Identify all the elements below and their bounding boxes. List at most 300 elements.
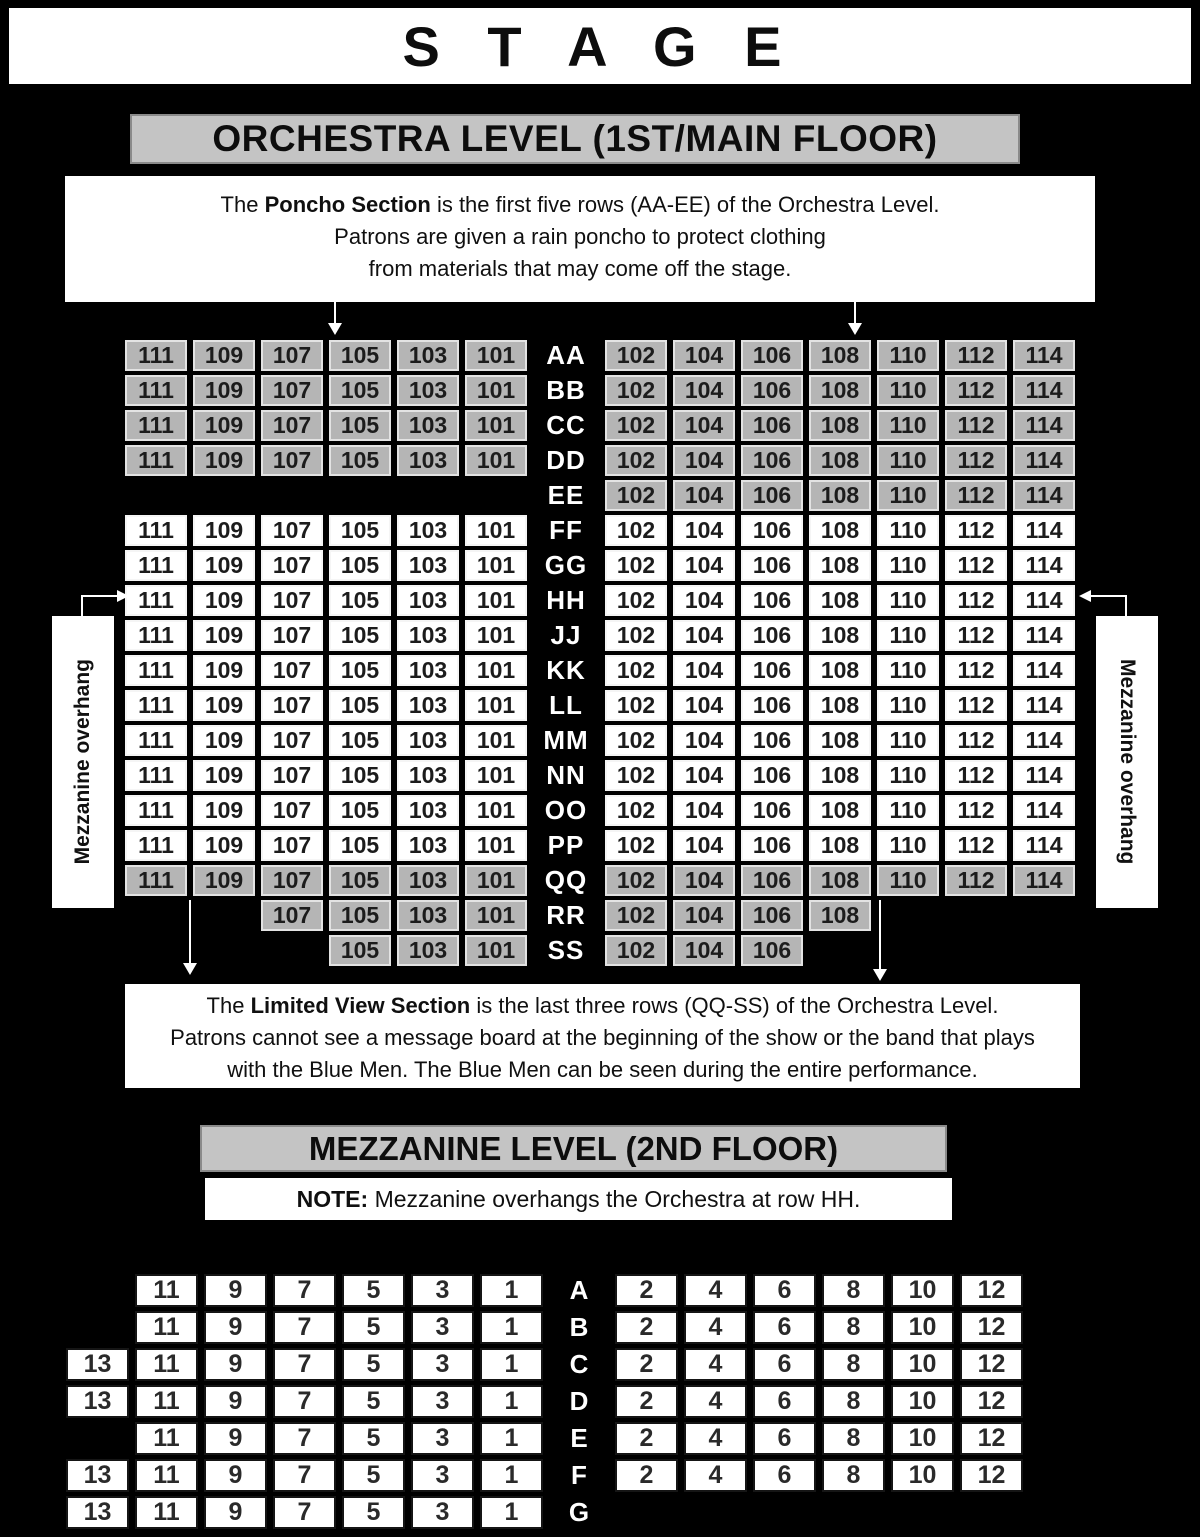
seat-SS-104: 104 [673, 935, 735, 966]
seat-E-5: 5 [342, 1422, 405, 1455]
seat-B-5: 5 [342, 1311, 405, 1344]
seat-NN-110: 110 [877, 760, 939, 791]
seat-CC-114: 114 [1013, 410, 1075, 441]
row-G-left-block [63, 1496, 546, 1529]
seat-FF-105: 105 [329, 515, 391, 546]
seat-HH-106: 106 [741, 585, 803, 616]
seat-FF-102: 102 [605, 515, 667, 546]
row-AA-left-block [122, 340, 530, 371]
overhang-arrow-right-icon [1091, 595, 1127, 597]
row-GG-right-block [602, 550, 1078, 581]
seat-DD-109: 109 [193, 445, 255, 476]
seat-OO-110: 110 [877, 795, 939, 826]
seat-GG-107: 107 [261, 550, 323, 581]
row-label-KK: KK [546, 655, 586, 685]
seat-E-12: 12 [960, 1422, 1023, 1455]
limited-note-line1: The Limited View Section is the last three rows (QQ-SS) of the Orchestra Level. [206, 993, 999, 1018]
row-CC-right-block [602, 410, 1078, 441]
seat-CC-112: 112 [945, 410, 1007, 441]
seat-QQ-112: 112 [945, 865, 1007, 896]
seat-RR-105: 105 [329, 900, 391, 931]
seat-KK-104: 104 [673, 655, 735, 686]
seat-RR-104: 104 [673, 900, 735, 931]
seat-B-9: 9 [204, 1311, 267, 1344]
seat-C-10: 10 [891, 1348, 954, 1381]
row-DD-right-block [602, 445, 1078, 476]
seating-row-CC [0, 408, 1200, 443]
seat-G-5: 5 [342, 1496, 405, 1529]
seat-JJ-102: 102 [605, 620, 667, 651]
seat-RR-102: 102 [605, 900, 667, 931]
seat-DD-114: 114 [1013, 445, 1075, 476]
seat-GG-106: 106 [741, 550, 803, 581]
seat-LL-111: 111 [125, 690, 187, 721]
seat-OO-105: 105 [329, 795, 391, 826]
seat-B-6: 6 [753, 1311, 816, 1344]
seat-D-1: 1 [480, 1385, 543, 1418]
row-label-RR: RR [546, 900, 586, 930]
seat-BB-111: 111 [125, 375, 187, 406]
mezzanine-header-label: MEZZANINE LEVEL (2ND FLOOR) [308, 1129, 839, 1167]
seat-C-9: 9 [204, 1348, 267, 1381]
row-label-CC: CC [546, 410, 586, 440]
row-label-LL: LL [549, 690, 583, 720]
seat-LL-104: 104 [673, 690, 735, 721]
seat-OO-108: 108 [809, 795, 871, 826]
seat-EE-102: 102 [605, 480, 667, 511]
row-JJ-left-block [122, 620, 530, 651]
seat-EE-106: 106 [741, 480, 803, 511]
seat-E-3: 3 [411, 1422, 474, 1455]
seat-CC-111: 111 [125, 410, 187, 441]
poncho-note-line2: Patrons are given a rain poncho to protect clothing [334, 224, 826, 249]
seating-row-LL [0, 688, 1200, 723]
seat-HH-108: 108 [809, 585, 871, 616]
seat-D-7: 7 [273, 1385, 336, 1418]
seat-A-3: 3 [411, 1274, 474, 1307]
row-label-G: G [568, 1497, 590, 1527]
poncho-note-line3: from materials that may come off the stage. [368, 256, 792, 281]
row-label-SS: SS [547, 935, 585, 965]
seat-A-11: 11 [135, 1274, 198, 1307]
seat-C-7: 7 [273, 1348, 336, 1381]
overhang-arrow-left-icon [81, 596, 83, 618]
seat-KK-105: 105 [329, 655, 391, 686]
seat-E-1: 1 [480, 1422, 543, 1455]
row-label-JJ: JJ [550, 620, 582, 650]
seat-DD-108: 108 [809, 445, 871, 476]
seat-KK-111: 111 [125, 655, 187, 686]
seating-row-JJ [0, 618, 1200, 653]
row-B-left-block [63, 1311, 546, 1344]
seat-QQ-103: 103 [397, 865, 459, 896]
mezzanine-note-text: NOTE: Mezzanine overhangs the Orchestra at row HH. [296, 1185, 861, 1212]
seat-B-11: 11 [135, 1311, 198, 1344]
limited-view-note [125, 984, 1080, 1088]
seat-LL-102: 102 [605, 690, 667, 721]
seat-A-10: 10 [891, 1274, 954, 1307]
seat-C-4: 4 [684, 1348, 747, 1381]
seat-A-4: 4 [684, 1274, 747, 1307]
seat-D-12: 12 [960, 1385, 1023, 1418]
seat-NN-107: 107 [261, 760, 323, 791]
seat-GG-112: 112 [945, 550, 1007, 581]
seat-QQ-102: 102 [605, 865, 667, 896]
seat-DD-103: 103 [397, 445, 459, 476]
seat-CC-108: 108 [809, 410, 871, 441]
row-GG-left-block [122, 550, 530, 581]
seat-G-3: 3 [411, 1496, 474, 1529]
seat-AA-111: 111 [125, 340, 187, 371]
row-QQ-right-block [602, 865, 1078, 896]
seating-row-KK [0, 653, 1200, 688]
seat-GG-103: 103 [397, 550, 459, 581]
seat-QQ-108: 108 [809, 865, 871, 896]
seat-PP-114: 114 [1013, 830, 1075, 861]
seat-B-1: 1 [480, 1311, 543, 1344]
seat-E-7: 7 [273, 1422, 336, 1455]
seat-JJ-111: 111 [125, 620, 187, 651]
seat-MM-106: 106 [741, 725, 803, 756]
row-SS-left-block [122, 935, 530, 966]
seat-B-2: 2 [615, 1311, 678, 1344]
seat-BB-107: 107 [261, 375, 323, 406]
seat-GG-105: 105 [329, 550, 391, 581]
mezzanine-overhang-label-left: Mezzanine overhang [52, 616, 114, 908]
seat-PP-104: 104 [673, 830, 735, 861]
seat-CC-107: 107 [261, 410, 323, 441]
seat-C-8: 8 [822, 1348, 885, 1381]
seat-KK-109: 109 [193, 655, 255, 686]
seating-row-MM [0, 723, 1200, 758]
seat-LL-107: 107 [261, 690, 323, 721]
seat-SS-101: 101 [465, 935, 527, 966]
seat-HH-110: 110 [877, 585, 939, 616]
row-label-HH: HH [546, 585, 586, 615]
seat-D-10: 10 [891, 1385, 954, 1418]
seat-GG-101: 101 [465, 550, 527, 581]
seat-RR-103: 103 [397, 900, 459, 931]
seat-A-5: 5 [342, 1274, 405, 1307]
seat-C-6: 6 [753, 1348, 816, 1381]
seat-KK-106: 106 [741, 655, 803, 686]
seat-GG-110: 110 [877, 550, 939, 581]
row-label-OO: OO [544, 795, 588, 825]
row-label-E: E [570, 1423, 588, 1453]
seat-HH-102: 102 [605, 585, 667, 616]
seat-MM-112: 112 [945, 725, 1007, 756]
seat-DD-107: 107 [261, 445, 323, 476]
seat-MM-114: 114 [1013, 725, 1075, 756]
row-label-DD: DD [546, 445, 586, 475]
seating-row-D [63, 1383, 1026, 1420]
seat-BB-102: 102 [605, 375, 667, 406]
seating-row-AA [0, 338, 1200, 373]
seat-E-10: 10 [891, 1422, 954, 1455]
seat-F-11: 11 [135, 1459, 198, 1492]
row-FF-left-block [122, 515, 530, 546]
row-label-B: B [569, 1312, 589, 1342]
seat-RR-108: 108 [809, 900, 871, 931]
seat-C-3: 3 [411, 1348, 474, 1381]
seat-F-5: 5 [342, 1459, 405, 1492]
mezzanine-overhang-label-right: Mezzanine overhang [1096, 616, 1158, 908]
seat-NN-108: 108 [809, 760, 871, 791]
row-BB-right-block [602, 375, 1078, 406]
seat-D-5: 5 [342, 1385, 405, 1418]
seat-C-2: 2 [615, 1348, 678, 1381]
seating-row-B [63, 1309, 1026, 1346]
row-C-left-block [63, 1348, 546, 1381]
seat-AA-109: 109 [193, 340, 255, 371]
seat-QQ-101: 101 [465, 865, 527, 896]
seat-DD-106: 106 [741, 445, 803, 476]
seat-HH-112: 112 [945, 585, 1007, 616]
seat-B-12: 12 [960, 1311, 1023, 1344]
seat-CC-101: 101 [465, 410, 527, 441]
limited-arrowhead-right-icon [873, 969, 887, 981]
seat-DD-102: 102 [605, 445, 667, 476]
seat-GG-104: 104 [673, 550, 735, 581]
seat-BB-105: 105 [329, 375, 391, 406]
seat-HH-114: 114 [1013, 585, 1075, 616]
overhang-arrowhead-left-icon [117, 590, 129, 602]
seat-FF-103: 103 [397, 515, 459, 546]
seating-row-F [63, 1457, 1026, 1494]
mezzanine-grid [63, 1272, 1026, 1531]
seat-EE-108: 108 [809, 480, 871, 511]
seat-JJ-103: 103 [397, 620, 459, 651]
seat-FF-112: 112 [945, 515, 1007, 546]
row-NN-left-block [122, 760, 530, 791]
row-KK-left-block [122, 655, 530, 686]
seat-JJ-109: 109 [193, 620, 255, 651]
seat-NN-114: 114 [1013, 760, 1075, 791]
row-BB-left-block [122, 375, 530, 406]
seat-FF-114: 114 [1013, 515, 1075, 546]
seat-MM-109: 109 [193, 725, 255, 756]
seating-row-PP [0, 828, 1200, 863]
seat-G-7: 7 [273, 1496, 336, 1529]
seat-HH-105: 105 [329, 585, 391, 616]
seat-NN-109: 109 [193, 760, 255, 791]
poncho-arrow-left-icon [334, 302, 336, 324]
seat-A-7: 7 [273, 1274, 336, 1307]
seat-MM-101: 101 [465, 725, 527, 756]
seat-JJ-108: 108 [809, 620, 871, 651]
seat-NN-106: 106 [741, 760, 803, 791]
seat-MM-108: 108 [809, 725, 871, 756]
seat-JJ-106: 106 [741, 620, 803, 651]
seat-PP-111: 111 [125, 830, 187, 861]
seat-FF-104: 104 [673, 515, 735, 546]
poncho-section-note [65, 176, 1095, 302]
seat-FF-107: 107 [261, 515, 323, 546]
seat-FF-110: 110 [877, 515, 939, 546]
poncho-arrow-right-icon [854, 302, 856, 324]
seat-JJ-107: 107 [261, 620, 323, 651]
seat-HH-101: 101 [465, 585, 527, 616]
poncho-arrowhead-right-icon [848, 323, 862, 335]
row-LL-right-block [602, 690, 1078, 721]
row-AA-right-block [602, 340, 1078, 371]
seat-A-2: 2 [615, 1274, 678, 1307]
row-label-BB: BB [546, 375, 586, 405]
seat-JJ-105: 105 [329, 620, 391, 651]
seat-D-8: 8 [822, 1385, 885, 1418]
seating-row-EE [0, 478, 1200, 513]
seating-row-G [63, 1494, 1026, 1531]
seat-MM-105: 105 [329, 725, 391, 756]
seat-QQ-107: 107 [261, 865, 323, 896]
seat-OO-112: 112 [945, 795, 1007, 826]
seat-NN-101: 101 [465, 760, 527, 791]
row-LL-left-block [122, 690, 530, 721]
seat-PP-106: 106 [741, 830, 803, 861]
row-HH-right-block [602, 585, 1078, 616]
seat-LL-105: 105 [329, 690, 391, 721]
seat-OO-104: 104 [673, 795, 735, 826]
seat-KK-112: 112 [945, 655, 1007, 686]
seat-F-9: 9 [204, 1459, 267, 1492]
seat-RR-107: 107 [261, 900, 323, 931]
seating-row-GG [0, 548, 1200, 583]
row-OO-right-block [602, 795, 1078, 826]
seat-DD-101: 101 [465, 445, 527, 476]
row-QQ-left-block [122, 865, 530, 896]
seat-F-6: 6 [753, 1459, 816, 1492]
seat-B-7: 7 [273, 1311, 336, 1344]
row-F-right-block [612, 1459, 1026, 1492]
seat-BB-106: 106 [741, 375, 803, 406]
seat-E-2: 2 [615, 1422, 678, 1455]
mezzanine-note [205, 1178, 952, 1220]
seat-AA-105: 105 [329, 340, 391, 371]
row-PP-right-block [602, 830, 1078, 861]
seating-row-C [63, 1346, 1026, 1383]
seat-NN-111: 111 [125, 760, 187, 791]
seat-FF-106: 106 [741, 515, 803, 546]
seat-PP-110: 110 [877, 830, 939, 861]
seat-CC-109: 109 [193, 410, 255, 441]
row-label-GG: GG [544, 550, 588, 580]
seat-RR-101: 101 [465, 900, 527, 931]
seat-PP-107: 107 [261, 830, 323, 861]
seat-HH-107: 107 [261, 585, 323, 616]
row-CC-left-block [122, 410, 530, 441]
seat-F-1: 1 [480, 1459, 543, 1492]
seat-KK-108: 108 [809, 655, 871, 686]
seat-A-8: 8 [822, 1274, 885, 1307]
seat-G-1: 1 [480, 1496, 543, 1529]
mezzanine-level-header [200, 1125, 947, 1172]
seat-FF-108: 108 [809, 515, 871, 546]
seat-AA-103: 103 [397, 340, 459, 371]
seat-C-13: 13 [66, 1348, 129, 1381]
seat-DD-110: 110 [877, 445, 939, 476]
row-label-NN: NN [546, 760, 586, 790]
seat-E-4: 4 [684, 1422, 747, 1455]
row-label-MM: MM [543, 725, 589, 755]
seating-row-SS [0, 933, 1200, 968]
seat-SS-103: 103 [397, 935, 459, 966]
orchestra-level-header [130, 114, 1020, 164]
row-JJ-right-block [602, 620, 1078, 651]
seat-QQ-111: 111 [125, 865, 187, 896]
seat-SS-105: 105 [329, 935, 391, 966]
seat-CC-106: 106 [741, 410, 803, 441]
seat-BB-101: 101 [465, 375, 527, 406]
overhang-arrow-right-icon [1125, 596, 1127, 618]
orchestra-header-label: ORCHESTRA LEVEL (1ST/MAIN FLOOR) [212, 118, 938, 159]
seat-PP-109: 109 [193, 830, 255, 861]
row-DD-left-block [122, 445, 530, 476]
row-label-AA: AA [546, 340, 586, 370]
row-D-right-block [612, 1385, 1026, 1418]
seat-KK-114: 114 [1013, 655, 1075, 686]
seat-HH-103: 103 [397, 585, 459, 616]
seat-OO-111: 111 [125, 795, 187, 826]
seat-G-13: 13 [66, 1496, 129, 1529]
seat-LL-106: 106 [741, 690, 803, 721]
seat-F-3: 3 [411, 1459, 474, 1492]
seat-PP-112: 112 [945, 830, 1007, 861]
seat-EE-104: 104 [673, 480, 735, 511]
seat-F-12: 12 [960, 1459, 1023, 1492]
seat-HH-111: 111 [125, 585, 187, 616]
overhang-arrow-left-icon [81, 595, 117, 597]
seat-D-4: 4 [684, 1385, 747, 1418]
row-label-EE: EE [547, 480, 585, 510]
seating-row-NN [0, 758, 1200, 793]
seat-F-10: 10 [891, 1459, 954, 1492]
seat-LL-112: 112 [945, 690, 1007, 721]
row-label-F: F [571, 1460, 587, 1490]
seat-GG-111: 111 [125, 550, 187, 581]
seat-BB-109: 109 [193, 375, 255, 406]
seating-row-QQ [0, 863, 1200, 898]
seat-PP-105: 105 [329, 830, 391, 861]
row-A-left-block [63, 1274, 546, 1307]
seat-C-5: 5 [342, 1348, 405, 1381]
seat-SS-102: 102 [605, 935, 667, 966]
row-A-right-block [612, 1274, 1026, 1307]
seat-OO-106: 106 [741, 795, 803, 826]
row-SS-right-block [602, 935, 1078, 966]
seat-OO-101: 101 [465, 795, 527, 826]
seat-D-9: 9 [204, 1385, 267, 1418]
seating-row-RR [0, 898, 1200, 933]
row-label-FF: FF [549, 515, 583, 545]
limited-note-line2: Patrons cannot see a message board at the beginning of the show or the band that plays [170, 1025, 1035, 1050]
seating-row-HH [0, 583, 1200, 618]
seat-DD-112: 112 [945, 445, 1007, 476]
row-MM-right-block [602, 725, 1078, 756]
seat-FF-109: 109 [193, 515, 255, 546]
seat-CC-110: 110 [877, 410, 939, 441]
seat-MM-107: 107 [261, 725, 323, 756]
seat-GG-114: 114 [1013, 550, 1075, 581]
seat-A-1: 1 [480, 1274, 543, 1307]
seat-JJ-104: 104 [673, 620, 735, 651]
seat-C-12: 12 [960, 1348, 1023, 1381]
limited-note-line3: with the Blue Men. The Blue Men can be seen during the entire performance. [227, 1057, 978, 1082]
seat-QQ-105: 105 [329, 865, 391, 896]
seat-A-12: 12 [960, 1274, 1023, 1307]
seat-CC-103: 103 [397, 410, 459, 441]
orchestra-grid [0, 338, 1200, 968]
seat-FF-101: 101 [465, 515, 527, 546]
